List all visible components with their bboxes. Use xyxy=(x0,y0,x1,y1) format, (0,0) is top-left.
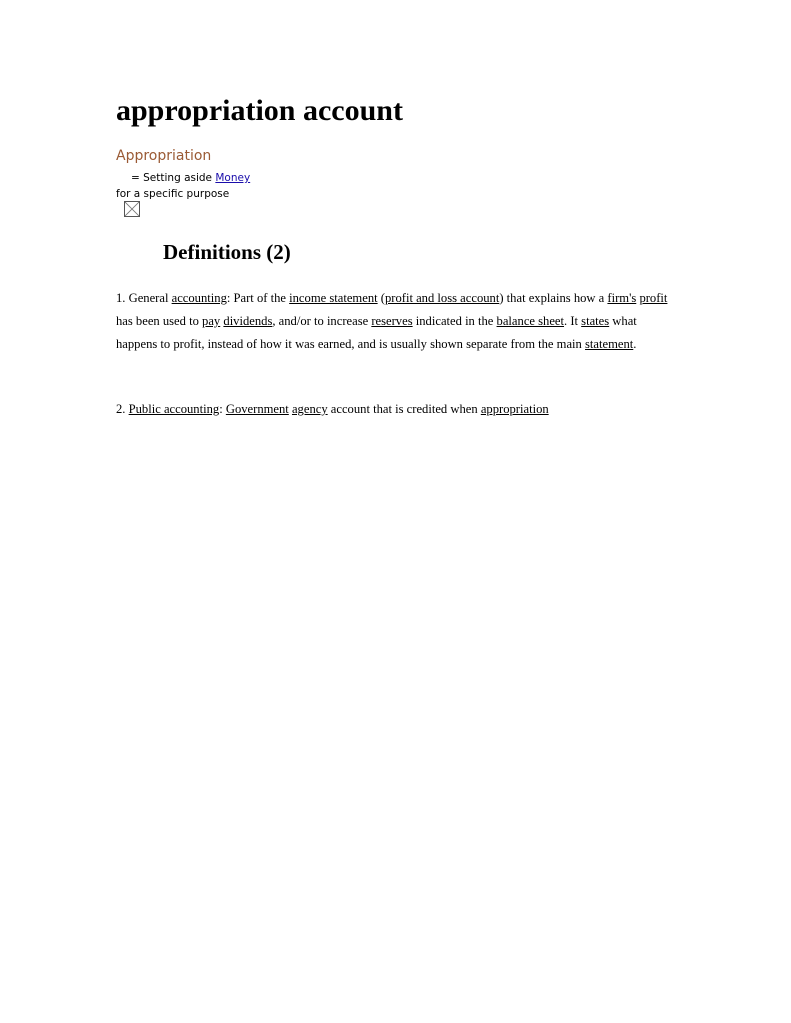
definition-link[interactable]: reserves xyxy=(371,314,413,329)
definition-text: has been used to xyxy=(116,314,203,329)
definition-link[interactable]: profit xyxy=(639,291,668,305)
broken-image-icon xyxy=(124,201,140,217)
definition-link[interactable]: income statement xyxy=(289,291,378,305)
definition-link[interactable]: Government xyxy=(225,402,289,416)
definition-link[interactable]: Public accounting xyxy=(128,402,220,416)
gloss-link-money[interactable]: Money xyxy=(215,172,251,184)
definition-item xyxy=(116,287,678,357)
definition-text: : xyxy=(219,402,226,416)
term-heading: Appropriation xyxy=(116,148,212,164)
definition-link[interactable]: appropriation xyxy=(480,402,549,416)
definition-text: what happens to profit, instead of how it was earned, and is usually shown separate from the main xyxy=(116,314,637,352)
definition-link[interactable]: agency xyxy=(291,402,328,416)
definition-item xyxy=(116,398,678,421)
definitions-heading: Definitions (2) xyxy=(163,240,291,264)
definition-text: account that is credited when xyxy=(327,402,481,416)
page-title: appropriation account xyxy=(116,94,403,127)
definition-text: ) that explains how a xyxy=(499,291,608,305)
definition-link[interactable]: balance sheet xyxy=(496,314,565,329)
term-gloss-continuation: for a specific purpose xyxy=(116,188,230,200)
definition-text: : Part of the xyxy=(226,291,290,305)
definition-text: . It xyxy=(564,314,582,329)
definition-link[interactable]: accounting xyxy=(171,291,227,305)
definition-link[interactable]: profit and loss account xyxy=(384,291,500,305)
definition-number: 2. xyxy=(116,402,126,416)
definition-text: General xyxy=(125,291,172,305)
definition-text: indicated in the xyxy=(412,314,497,329)
definition-number: 1. xyxy=(116,291,126,305)
definition-link[interactable]: firm's xyxy=(607,291,637,305)
definition-text: . xyxy=(633,337,637,352)
definition-link[interactable]: dividends xyxy=(223,314,273,329)
definition-link[interactable]: pay xyxy=(202,314,221,329)
definition-link[interactable]: statement xyxy=(585,337,634,352)
gloss-prefix: = Setting aside xyxy=(131,172,216,184)
term-gloss-line xyxy=(131,171,250,185)
definition-text: ( xyxy=(377,291,385,305)
definition-text: , and/or to increase xyxy=(272,314,372,329)
definition-link[interactable]: states xyxy=(581,314,610,329)
